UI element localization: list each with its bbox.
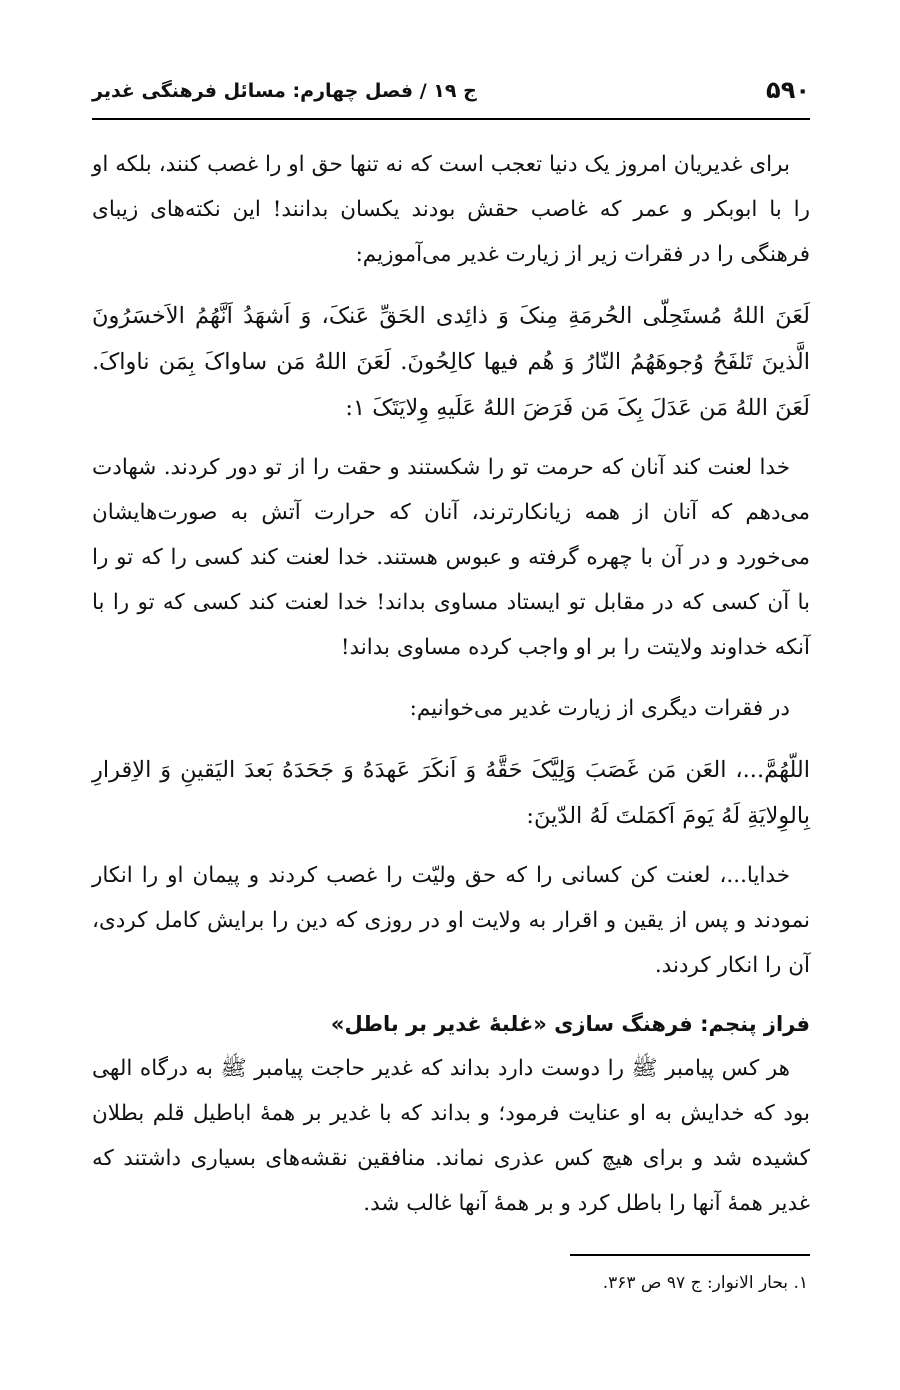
arabic-quote-2: اللّهُمَّ...، العَن مَن غَصَبَ وَلِیَّکَ حَقَّهُ وَ اَنکَرَ عَهدَهُ وَ جَحَدَهُ بَعدَ الیَقینِ وَ الاِقرارِ بِالوِلایَةِ لَهُ یَومَ اَکمَلتَ لَهُ الدّینَ: [92,757,810,829]
paragraph-transition: در فقرات دیگری از زیارت غدیر می‌خوانیم: [409,696,790,721]
page-body [92,142,810,1242]
translation-2: خدایا...، لعنت کن کسانی را که حق ولیّت را غصب کردند و پیمان او را انکار نمودند و پس از یقین و اقرار به ولایت او در روزی که دین را برایش کامل کردی، آن را انکار کردند. [92,863,810,978]
translation-1: خدا لعنت کند آنان که حرمت تو را شکستند و حقت را از تو دور کردند. شهادت می‌دهم که آنان از همه زیانکارترند، آنان که حرارت آتش به صورت‌هایشان می‌خورد و در آن با چهره گرفته و عبوس هستند. خدا لعنت کند کسی را که تو را با آن کسی که در مقابل تو ایستاد مساوی بداند! خدا لعنت کند کسی که تو را با آنکه خداوند ولایتت را بر او واجب کرده مساوی بداند! [92,455,810,660]
footnote-rule [570,1254,810,1256]
paragraph-intro: برای غدیریان امروز یک دنیا تعجب است که نه تنها حق او را غصب کنند، بلکه او را با ابوبکر و عمر که غاصب حقش بودند یکسان بدانند! این نکته‌های زیبای فرهنگی را در فقرات زیر از زیارت غدیر می‌آموزیم: [92,152,810,267]
page-header [92,72,810,116]
section-title: فراز پنجم: فرهنگ سازی «غلبهٔ غدیر بر باطل» [330,1012,810,1036]
section-paragraph: هر کس پیامبر ﷺ را دوست دارد بداند که غدیر حاجت پیامبر ﷺ به درگاه الهی بود که خدایش به او عنایت فرمود؛ و بداند که با غدیر بر همهٔ اباطیل قلم بطلان کشیده شد و برای هیچ کس عذری نماند. منافقین نقشه‌های بسیاری داشتند که غدیر همهٔ آنها را باطل کرد و بر همهٔ آنها غالب شد. [92,1056,810,1216]
running-head: ج ۱۹ / فصل چهارم: مسائل فرهنگی غدیر [92,80,477,102]
arabic-quote-1: لَعَنَ اللهُ مُستَحِلّی الحُرمَةِ مِنکَ وَ ذائِدی الحَقِّ عَنکَ، وَ اَشهَدُ اَنَّهُمُ الاَخسَرُونَ الَّذینَ تَلفَحُ وُجوهَهُمُ النّارُ وَ هُم فیها کالِحُونَ. لَعَنَ اللهُ مَن ساواکَ بِمَن ناواکَ. لَعَنَ اللهُ مَن عَدَلَ بِکَ مَن فَرَضَ اللهُ عَلَیهِ وِلایَتَکَ ۱: [92,303,810,421]
page-number: ۵۹۰ [766,76,810,104]
header-rule [92,118,810,120]
footnote: ۱. بحار الانوار: ج ۹۷ ص ۳۶۳. [602,1273,808,1293]
